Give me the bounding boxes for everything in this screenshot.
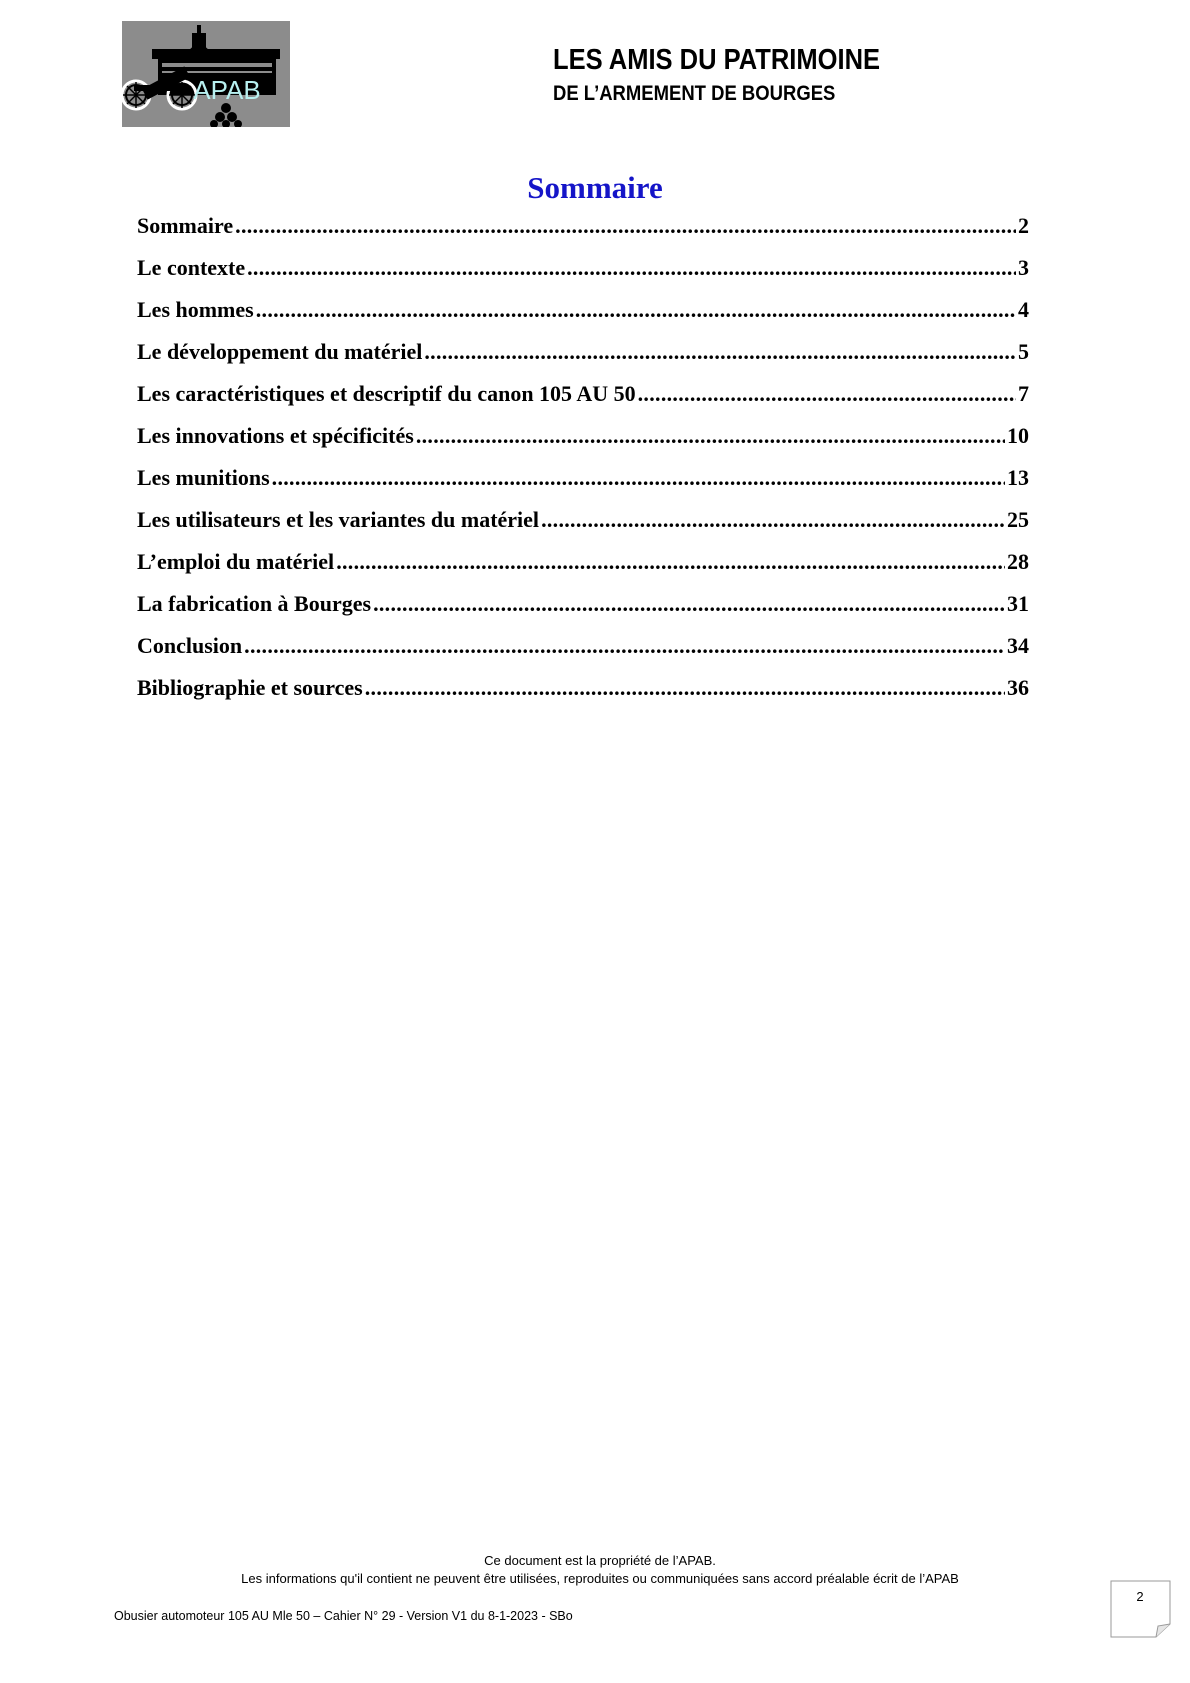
toc-leader-dots: [541, 507, 1005, 533]
toc-leader-dots: [424, 339, 1016, 365]
toc-entry-label: Conclusion: [137, 633, 243, 658]
toc-entry-label: Les munitions: [137, 465, 270, 490]
toc-entry-innovations[interactable]: [137, 423, 1029, 465]
toc-entry-page: 34: [1007, 633, 1029, 658]
toc-entry-utilisateurs[interactable]: [137, 507, 1029, 549]
toc-entry-fabrication[interactable]: [137, 591, 1029, 633]
toc-leader-dots: [256, 297, 1016, 323]
toc-leader-dots: [373, 591, 1005, 617]
toc-entry-page: 13: [1007, 465, 1029, 490]
footer-usage-notice: Les informations qu'il contient ne peuvent être utilisées, reproduites ou communiquées sans accord préalable écrit de l’APAB: [241, 1571, 959, 1586]
footer-document-reference: Obusier automoteur 105 AU Mle 50 – Cahier N° 29 - Version V1 du 8-1-2023 - SBo: [114, 1609, 573, 1623]
toc-entry-page: 10: [1007, 423, 1029, 448]
toc-leader-dots: [244, 633, 1005, 659]
toc-entry-page: 25: [1007, 507, 1029, 532]
toc-leader-dots: [272, 465, 1005, 491]
toc-entry-developpement[interactable]: [137, 339, 1029, 381]
toc-entry-label: Bibliographie et sources: [137, 675, 363, 700]
toc-entry-page: 31: [1007, 591, 1029, 616]
toc-entry-page: 36: [1007, 675, 1029, 700]
table-of-contents: [137, 213, 1029, 717]
toc-entry-hommes[interactable]: [137, 297, 1029, 339]
toc-entry-label: Les utilisateurs et les variantes du matériel: [137, 507, 540, 532]
toc-entry-label: Le contexte: [137, 255, 246, 280]
organization-subtitle: DE L’ARMEMENT DE BOURGES: [553, 82, 836, 105]
toc-entry-page: 28: [1007, 549, 1029, 574]
toc-entry-page: 7: [1018, 381, 1029, 406]
toc-entry-conclusion[interactable]: [137, 633, 1029, 675]
toc-entry-label: Les hommes: [137, 297, 254, 322]
toc-heading: Sommaire: [527, 170, 663, 205]
toc-entry-sommaire[interactable]: [137, 213, 1029, 255]
toc-entry-page: 5: [1018, 339, 1029, 364]
toc-entry-label: La fabrication à Bourges: [137, 591, 372, 616]
toc-entry-page: 4: [1018, 297, 1029, 322]
footer-ownership-notice: Ce document est la propriété de l’APAB.: [484, 1553, 716, 1568]
page-number: 2: [1136, 1589, 1144, 1604]
toc-entry-caracteristiques[interactable]: [137, 381, 1029, 423]
toc-entry-bibliographie[interactable]: [137, 675, 1029, 717]
toc-leader-dots: [235, 213, 1016, 239]
organization-title: LES AMIS DU PATRIMOINE: [553, 44, 881, 76]
toc-leader-dots: [365, 675, 1005, 701]
toc-entry-emploi[interactable]: [137, 549, 1029, 591]
toc-entry-contexte[interactable]: [137, 255, 1029, 297]
toc-entry-label: L’emploi du matériel: [137, 549, 335, 574]
toc-entry-label: Sommaire: [137, 213, 234, 238]
toc-leader-dots: [336, 549, 1005, 575]
apab-logo: [122, 21, 290, 127]
toc-entry-munitions[interactable]: [137, 465, 1029, 507]
toc-entry-label: Les innovations et spécificités: [137, 423, 414, 448]
toc-entry-label: Les caractéristiques et descriptif du canon 105 AU 50: [137, 381, 636, 406]
toc-entry-page: 3: [1018, 255, 1029, 280]
toc-entry-label: Le développement du matériel: [137, 339, 423, 364]
logo-text: APAB: [193, 75, 261, 105]
toc-leader-dots: [638, 381, 1016, 407]
toc-leader-dots: [416, 423, 1005, 449]
toc-leader-dots: [247, 255, 1016, 281]
toc-entry-page: 2: [1018, 213, 1029, 238]
